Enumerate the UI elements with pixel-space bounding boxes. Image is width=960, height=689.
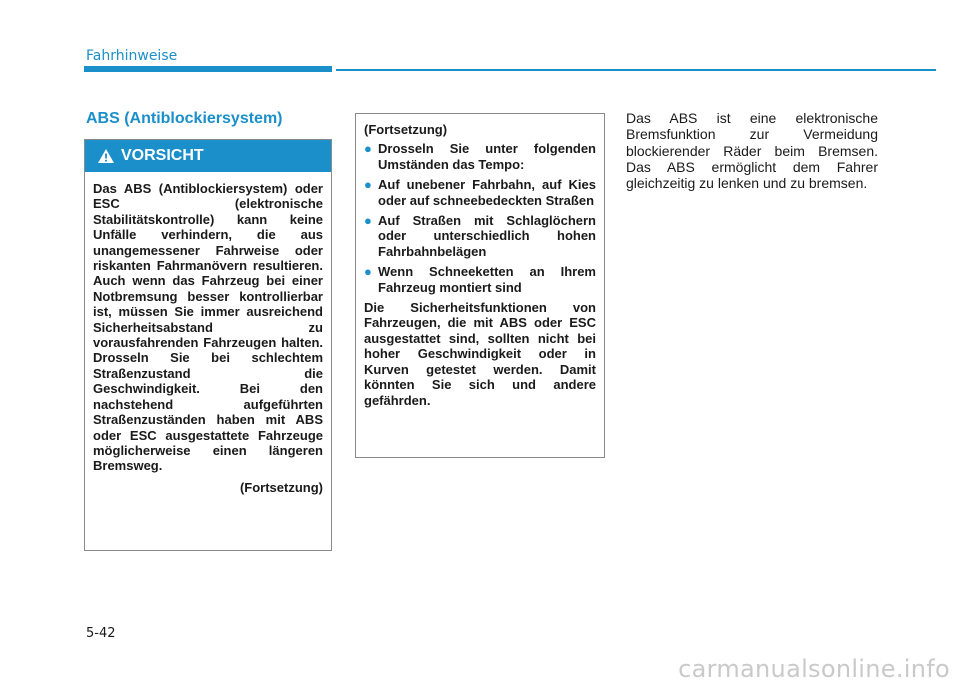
continuation-paragraph: Die Sicherheitsfunktionen von Fahrzeugen, die mit ABS oder ESC ausgestattet sind, sollten nicht bei hoher Geschwindigkeit oder in Kurven getestet werden. Damit könnten Sie sich und andere gefährden. xyxy=(364,300,596,408)
watermark[interactable]: carmanualsonline.info xyxy=(678,655,950,683)
continuation-box xyxy=(355,113,605,458)
bullet-dot-icon: ● xyxy=(364,213,372,229)
list-item xyxy=(364,213,596,259)
section-header: Fahrhinweise xyxy=(86,48,178,64)
page-title: ABS (Antiblockiersystem) xyxy=(86,110,283,127)
caution-text: Das ABS (Antiblockiersystem) oder ESC (elektronische Stabilitätskontrolle) kann keine Unfälle verhindern, die aus unangemessener Fahrweise oder riskanten Fahrmanövern resultieren. Auch wenn das Fahrzeug bei einer Notbremsung besser kontrollierbar ist, müssen Sie immer ausreichend Sicherheitsabstand zu vorausfahrenden Fahrzeugen halten. Drosseln Sie bei schlechtem Straßenzustand die Geschwindigkeit. Bei den nachstehend aufgeführten Straßenzuständen haben mit ABS oder ESC ausgestattete Fahrzeuge möglicherweise einen längeren Bremsweg. xyxy=(93,181,323,474)
list-item xyxy=(364,141,596,172)
bullet-list xyxy=(364,141,596,295)
header-rule-thin xyxy=(336,69,936,71)
bullet-text: Auf Straßen mit Schlaglöchern oder unterschiedlich hohen Fahrbahnbelägen xyxy=(378,213,596,259)
warning-triangle-icon xyxy=(97,148,115,164)
caution-header xyxy=(85,140,331,172)
bullet-text: Auf unebener Fahrbahn, auf Kies oder auf schneebedeckten Straßen xyxy=(378,177,596,208)
list-item xyxy=(364,177,596,208)
body-text: Das ABS ist eine elektronische Bremsfunktion zur Vermeidung blockierender Räder beim Bremsen. Das ABS ermöglicht dem Fahrer gleichzeitig zu lenken und zu bremsen. xyxy=(626,110,878,192)
caution-label: VORSICHT xyxy=(121,147,204,164)
bullet-dot-icon: ● xyxy=(364,141,372,157)
caution-box xyxy=(84,139,332,551)
header-rule-thick xyxy=(84,66,332,72)
continuation-label: (Fortsetzung) xyxy=(364,122,448,137)
bullet-dot-icon: ● xyxy=(364,264,372,280)
bullet-text: Wenn Schneeketten an Ihrem Fahrzeug montiert sind xyxy=(378,264,596,295)
bullet-dot-icon: ● xyxy=(364,177,372,193)
bullet-text: Drosseln Sie unter folgenden Umständen das Tempo: xyxy=(378,141,596,172)
caution-continued: (Fortsetzung) xyxy=(239,479,323,495)
page-number: 5-42 xyxy=(86,626,116,641)
list-item xyxy=(364,264,596,295)
